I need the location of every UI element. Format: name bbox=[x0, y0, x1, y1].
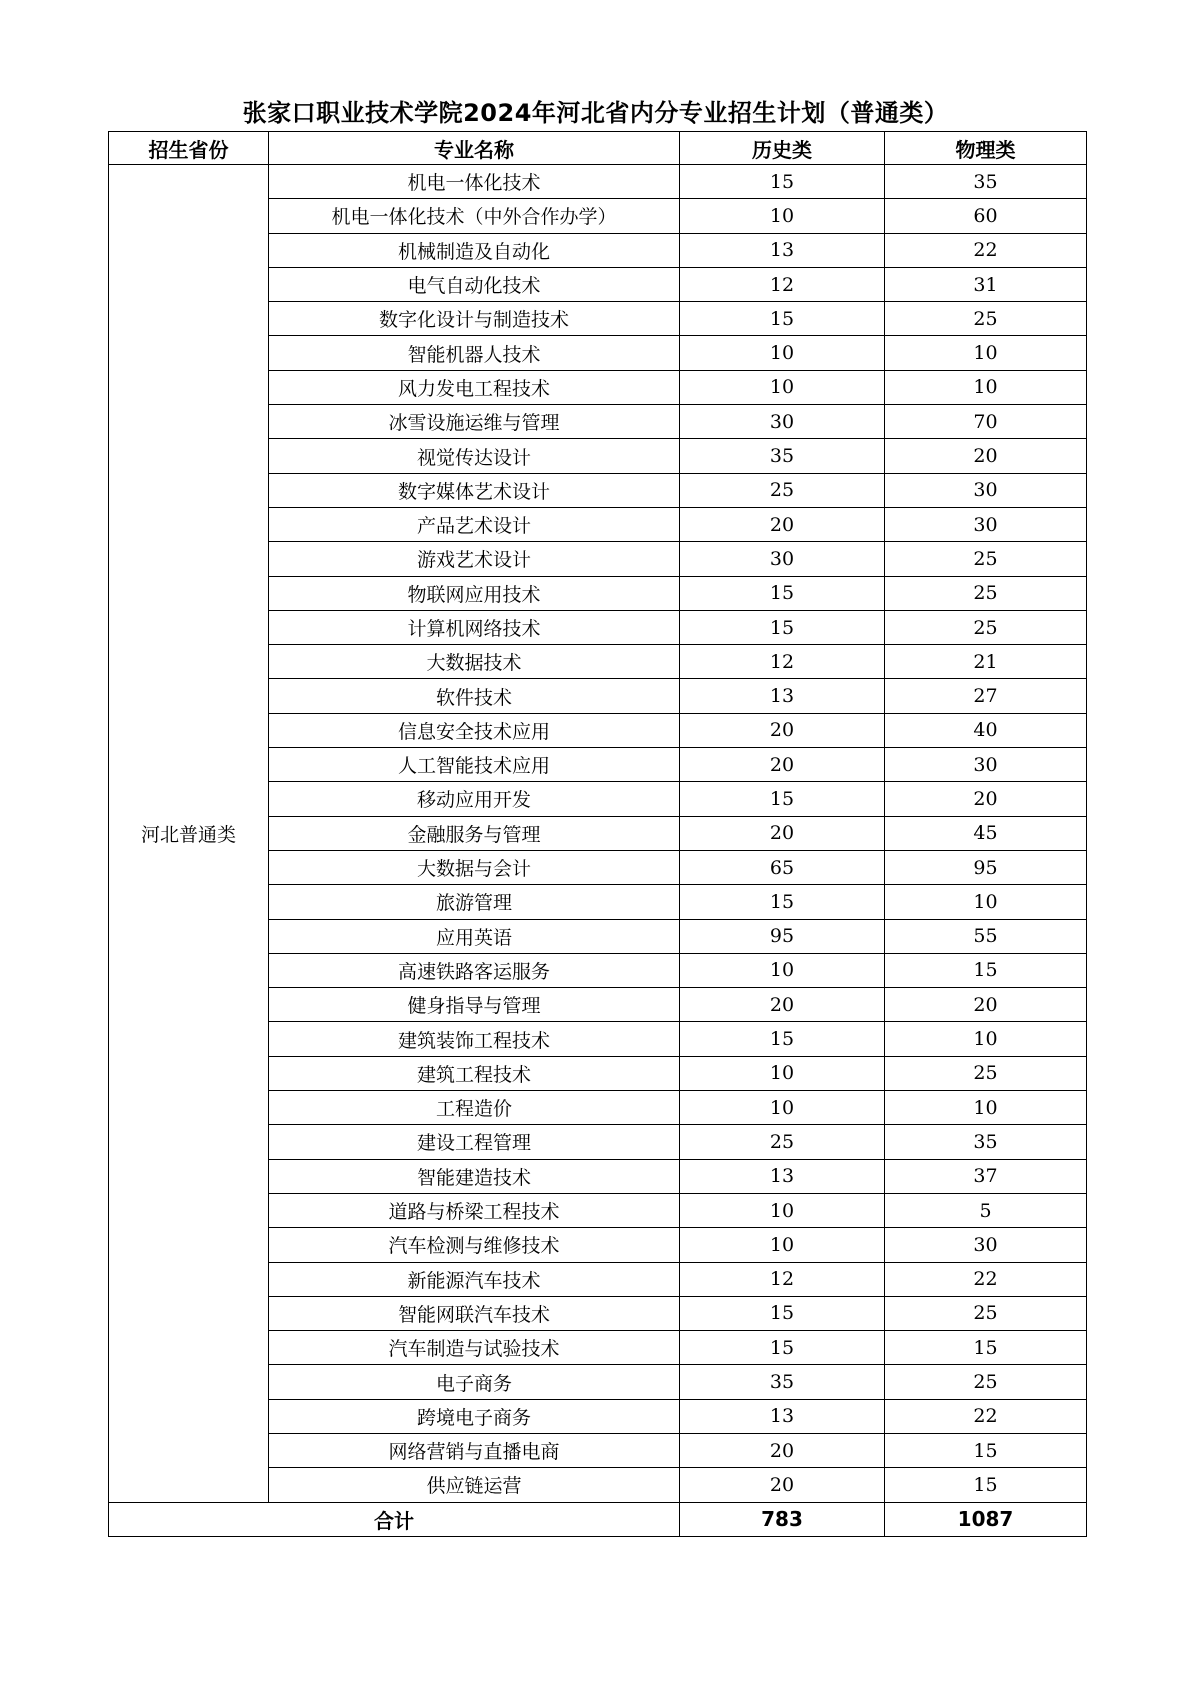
physics-cell: 30 bbox=[885, 507, 1087, 541]
physics-cell: 25 bbox=[885, 1365, 1087, 1399]
physics-cell: 25 bbox=[885, 610, 1087, 644]
history-cell: 10 bbox=[680, 1228, 885, 1262]
history-cell: 20 bbox=[680, 988, 885, 1022]
physics-cell: 70 bbox=[885, 405, 1087, 439]
physics-cell: 25 bbox=[885, 1296, 1087, 1330]
major-cell: 高速铁路客运服务 bbox=[269, 953, 680, 987]
history-cell: 15 bbox=[680, 1022, 885, 1056]
physics-cell: 30 bbox=[885, 473, 1087, 507]
physics-cell: 40 bbox=[885, 713, 1087, 747]
history-cell: 10 bbox=[680, 336, 885, 370]
physics-cell: 55 bbox=[885, 919, 1087, 953]
history-cell: 20 bbox=[680, 713, 885, 747]
history-cell: 12 bbox=[680, 1262, 885, 1296]
major-cell: 跨境电子商务 bbox=[269, 1399, 680, 1433]
history-cell: 15 bbox=[680, 1331, 885, 1365]
major-cell: 汽车检测与维修技术 bbox=[269, 1228, 680, 1262]
physics-cell: 10 bbox=[885, 336, 1087, 370]
history-cell: 95 bbox=[680, 919, 885, 953]
major-cell: 冰雪设施运维与管理 bbox=[269, 405, 680, 439]
major-cell: 数字媒体艺术设计 bbox=[269, 473, 680, 507]
major-cell: 旅游管理 bbox=[269, 885, 680, 919]
major-cell: 建设工程管理 bbox=[269, 1125, 680, 1159]
physics-cell: 10 bbox=[885, 370, 1087, 404]
major-cell: 人工智能技术应用 bbox=[269, 748, 680, 782]
major-cell: 信息安全技术应用 bbox=[269, 713, 680, 747]
history-cell: 20 bbox=[680, 1468, 885, 1502]
major-cell: 产品艺术设计 bbox=[269, 507, 680, 541]
major-cell: 智能建造技术 bbox=[269, 1159, 680, 1193]
history-cell: 10 bbox=[680, 953, 885, 987]
physics-cell: 20 bbox=[885, 782, 1087, 816]
history-cell: 20 bbox=[680, 507, 885, 541]
major-cell: 道路与桥梁工程技术 bbox=[269, 1193, 680, 1227]
history-cell: 12 bbox=[680, 267, 885, 301]
history-cell: 20 bbox=[680, 1433, 885, 1467]
major-cell: 机电一体化技术（中外合作办学） bbox=[269, 199, 680, 233]
physics-cell: 25 bbox=[885, 1056, 1087, 1090]
history-cell: 20 bbox=[680, 748, 885, 782]
physics-cell: 21 bbox=[885, 645, 1087, 679]
major-cell: 大数据技术 bbox=[269, 645, 680, 679]
major-cell: 建筑装饰工程技术 bbox=[269, 1022, 680, 1056]
history-cell: 15 bbox=[680, 302, 885, 336]
physics-cell: 95 bbox=[885, 850, 1087, 884]
history-cell: 15 bbox=[680, 165, 885, 199]
major-cell: 软件技术 bbox=[269, 679, 680, 713]
history-cell: 10 bbox=[680, 1193, 885, 1227]
history-cell: 15 bbox=[680, 1296, 885, 1330]
physics-cell: 37 bbox=[885, 1159, 1087, 1193]
table-header-row bbox=[109, 132, 1087, 165]
major-cell: 供应链运营 bbox=[269, 1468, 680, 1502]
total-physics: 1087 bbox=[885, 1502, 1087, 1536]
physics-cell: 25 bbox=[885, 302, 1087, 336]
physics-cell: 22 bbox=[885, 1262, 1087, 1296]
history-cell: 30 bbox=[680, 405, 885, 439]
history-cell: 10 bbox=[680, 370, 885, 404]
total-label: 合计 bbox=[109, 1502, 680, 1536]
major-cell: 网络营销与直播电商 bbox=[269, 1433, 680, 1467]
major-cell: 电子商务 bbox=[269, 1365, 680, 1399]
major-cell: 游戏艺术设计 bbox=[269, 542, 680, 576]
page-title: 张家口职业技术学院2024年河北省内分专业招生计划（普通类） bbox=[242, 99, 949, 127]
major-cell: 汽车制造与试验技术 bbox=[269, 1331, 680, 1365]
major-cell: 金融服务与管理 bbox=[269, 816, 680, 850]
physics-cell: 10 bbox=[885, 885, 1087, 919]
table-row bbox=[109, 165, 1087, 199]
history-cell: 13 bbox=[680, 233, 885, 267]
major-cell: 计算机网络技术 bbox=[269, 610, 680, 644]
history-cell: 13 bbox=[680, 1159, 885, 1193]
physics-cell: 30 bbox=[885, 1228, 1087, 1262]
major-cell: 机械制造及自动化 bbox=[269, 233, 680, 267]
history-cell: 35 bbox=[680, 439, 885, 473]
total-row bbox=[109, 1502, 1087, 1536]
major-cell: 电气自动化技术 bbox=[269, 267, 680, 301]
history-cell: 10 bbox=[680, 1056, 885, 1090]
major-cell: 风力发电工程技术 bbox=[269, 370, 680, 404]
enrollment-plan-table bbox=[108, 131, 1087, 1537]
physics-cell: 45 bbox=[885, 816, 1087, 850]
physics-cell: 27 bbox=[885, 679, 1087, 713]
major-cell: 工程造价 bbox=[269, 1091, 680, 1125]
header-province: 招生省份 bbox=[109, 132, 269, 165]
physics-cell: 15 bbox=[885, 1433, 1087, 1467]
major-cell: 应用英语 bbox=[269, 919, 680, 953]
physics-cell: 31 bbox=[885, 267, 1087, 301]
history-cell: 12 bbox=[680, 645, 885, 679]
major-cell: 建筑工程技术 bbox=[269, 1056, 680, 1090]
physics-cell: 25 bbox=[885, 576, 1087, 610]
total-history: 783 bbox=[680, 1502, 885, 1536]
header-history: 历史类 bbox=[680, 132, 885, 165]
history-cell: 15 bbox=[680, 782, 885, 816]
history-cell: 20 bbox=[680, 816, 885, 850]
history-cell: 15 bbox=[680, 885, 885, 919]
province-cell: 河北普通类 bbox=[109, 165, 269, 1503]
major-cell: 机电一体化技术 bbox=[269, 165, 680, 199]
physics-cell: 5 bbox=[885, 1193, 1087, 1227]
major-cell: 大数据与会计 bbox=[269, 850, 680, 884]
history-cell: 25 bbox=[680, 473, 885, 507]
header-physics: 物理类 bbox=[885, 132, 1087, 165]
major-cell: 健身指导与管理 bbox=[269, 988, 680, 1022]
physics-cell: 20 bbox=[885, 439, 1087, 473]
major-cell: 新能源汽车技术 bbox=[269, 1262, 680, 1296]
physics-cell: 10 bbox=[885, 1022, 1087, 1056]
history-cell: 15 bbox=[680, 576, 885, 610]
header-major: 专业名称 bbox=[269, 132, 680, 165]
major-cell: 智能机器人技术 bbox=[269, 336, 680, 370]
physics-cell: 30 bbox=[885, 748, 1087, 782]
major-cell: 数字化设计与制造技术 bbox=[269, 302, 680, 336]
history-cell: 65 bbox=[680, 850, 885, 884]
table-body bbox=[109, 165, 1087, 1503]
history-cell: 10 bbox=[680, 199, 885, 233]
major-cell: 物联网应用技术 bbox=[269, 576, 680, 610]
history-cell: 30 bbox=[680, 542, 885, 576]
physics-cell: 35 bbox=[885, 1125, 1087, 1159]
physics-cell: 22 bbox=[885, 1399, 1087, 1433]
history-cell: 13 bbox=[680, 1399, 885, 1433]
major-cell: 移动应用开发 bbox=[269, 782, 680, 816]
history-cell: 25 bbox=[680, 1125, 885, 1159]
physics-cell: 35 bbox=[885, 165, 1087, 199]
physics-cell: 10 bbox=[885, 1091, 1087, 1125]
physics-cell: 22 bbox=[885, 233, 1087, 267]
major-cell: 视觉传达设计 bbox=[269, 439, 680, 473]
physics-cell: 15 bbox=[885, 1468, 1087, 1502]
physics-cell: 20 bbox=[885, 988, 1087, 1022]
physics-cell: 15 bbox=[885, 1331, 1087, 1365]
history-cell: 10 bbox=[680, 1091, 885, 1125]
physics-cell: 15 bbox=[885, 953, 1087, 987]
history-cell: 13 bbox=[680, 679, 885, 713]
physics-cell: 25 bbox=[885, 542, 1087, 576]
history-cell: 35 bbox=[680, 1365, 885, 1399]
physics-cell: 60 bbox=[885, 199, 1087, 233]
major-cell: 智能网联汽车技术 bbox=[269, 1296, 680, 1330]
history-cell: 15 bbox=[680, 610, 885, 644]
